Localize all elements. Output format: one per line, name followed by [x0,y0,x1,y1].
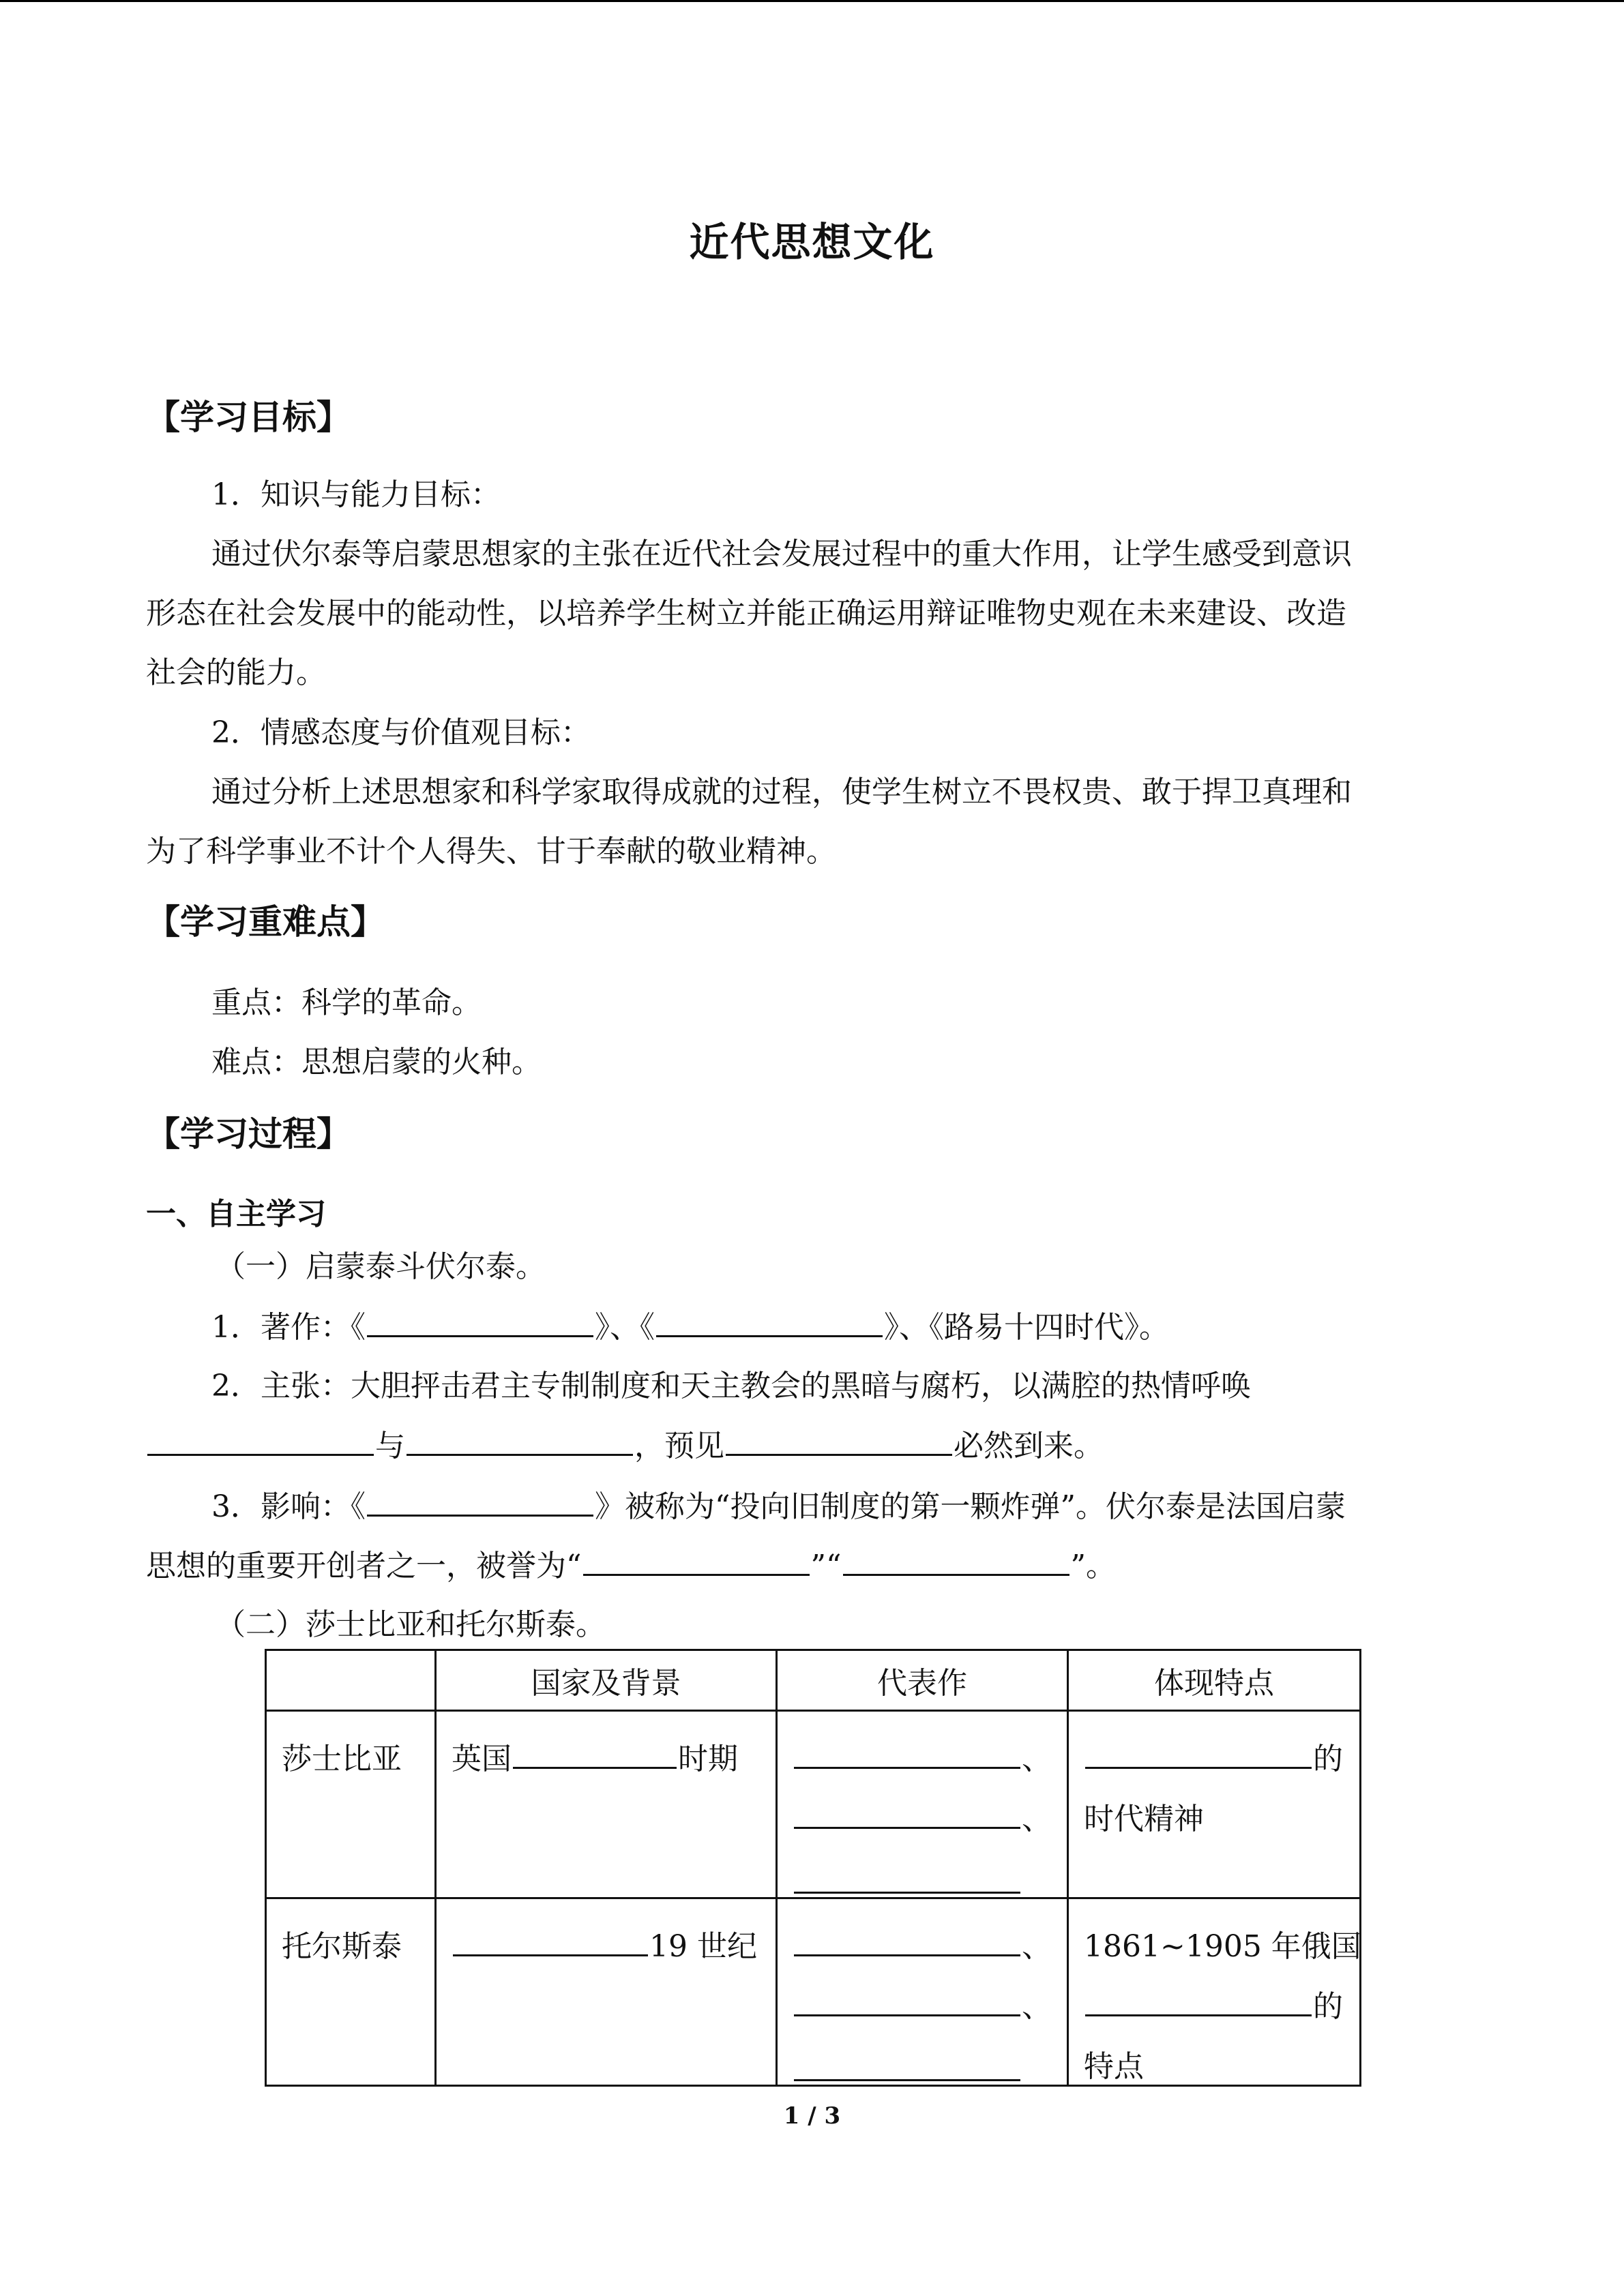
works-line [211,1308,1169,1347]
claim-blank-3[interactable] [726,1427,952,1456]
row2-works-blank-1[interactable] [794,1927,1020,1956]
row1-works-cell [777,1711,1068,1898]
authors-table [265,1649,1361,2087]
row2-feature-blank[interactable] [1085,1987,1312,2016]
table-header-row [266,1650,1361,1711]
row1-name-cell [266,1711,436,1898]
influence-label: 3．影响：《 [211,1489,366,1524]
goal1-label: 1．知识与能力目标： [211,477,501,512]
difficult-point: 难点：思想启蒙的火种。 [211,1045,542,1079]
works-separator: 》、《 [595,1310,655,1345]
process-heading: 【学习过程】 [146,1114,351,1154]
row1-works-blank-2[interactable] [794,1800,1020,1829]
row2-country-blank[interactable] [453,1927,648,1956]
table-row [266,1898,1361,2086]
influence-end: ”。 [1070,1549,1116,1583]
row1-feature-cell [1068,1711,1361,1898]
claim-blank-2[interactable] [407,1427,633,1456]
row1-country-prefix: 英国 [452,1742,512,1776]
row1-name: 莎士比亚 [282,1742,402,1776]
row1-era-blank[interactable] [513,1740,677,1769]
row2-feature-line1: 1861~1905 年俄国 [1084,1929,1361,1964]
key-point: 重点：科学的革命。 [211,985,482,1020]
row2-feature-line3: 特点 [1084,2049,1144,2084]
table-header-blank [266,1650,436,1711]
row1-feature-suffix: 的 [1313,1742,1343,1776]
works-label: 1．著作：《 [211,1310,366,1345]
influence-text: 》被称为“投向旧制度的第一颗炸弹”。伏尔泰是法国启蒙 [595,1489,1346,1524]
goal1-text-line2: 形态在社会发展中的能动性，以培养学生树立并能正确运用辩证唯物史观在未来建设、改造 [146,596,1346,631]
table-header-country: 国家及背景 [436,1650,777,1711]
row1-country-cell [436,1711,777,1898]
table-header-works: 代表作 [777,1650,1068,1711]
claim-end: 必然到来。 [954,1429,1104,1463]
claim-foresee: ，预见 [634,1429,724,1463]
influence-blank-2[interactable] [583,1547,810,1576]
row2-works-sep-1: 、 [1022,1929,1052,1964]
influence-line2 [146,1547,1116,1585]
page-number: 1 / 3 [783,2102,841,2130]
keypoints-heading: 【学习重难点】 [146,902,385,942]
page-title: 近代思想文化 [689,219,935,265]
row1-works-blank-1[interactable] [794,1740,1020,1769]
works-blank-2[interactable] [656,1308,883,1337]
row2-name-cell [266,1898,436,2086]
claim-line1: 2．主张：大胆抨击君主专制制度和天主教会的黑暗与腐朽，以满腔的热情呼唤 [211,1369,1251,1403]
goals-heading: 【学习目标】 [146,398,351,437]
influence-line2-start: 思想的重要开创者之一，被誉为“ [146,1549,582,1583]
influence-blank-3[interactable] [843,1547,1069,1576]
table-header-feature: 体现特点 [1068,1650,1361,1711]
goal1-text-line3: 社会的能力。 [146,655,326,690]
part1-title: （一）启蒙泰斗伏尔泰。 [216,1249,546,1284]
claim-line2 [146,1427,1104,1465]
influence-mid: ”“ [810,1549,842,1583]
row1-country-suffix: 时期 [678,1742,738,1776]
row2-works-sep-2: 、 [1022,1989,1052,2024]
claim-blank-1[interactable] [147,1427,374,1456]
row2-feature-suffix: 的 [1313,1989,1343,2024]
works-end: 》、《路易十四时代》。 [884,1310,1169,1345]
row1-feature-line2: 时代精神 [1084,1802,1204,1836]
row2-country-cell [436,1898,777,2086]
row2-works-blank-2[interactable] [794,1987,1020,2016]
row1-works-sep-2: 、 [1022,1802,1052,1836]
goal1-text-line1: 通过伏尔泰等启蒙思想家的主张在近代社会发展过程中的重大作用，让学生感受到意识 [211,537,1352,571]
row2-feature-cell [1068,1898,1361,2086]
claim-and: 与 [375,1429,405,1463]
influence-line1 [211,1487,1346,1526]
part2-title: （二）莎士比亚和托尔斯泰。 [216,1607,606,1642]
works-blank-1[interactable] [367,1308,593,1337]
row1-works-blank-3[interactable] [794,1849,1020,1894]
goal2-text-line2: 为了科学事业不计个人得失、甘于奉献的敬业精神。 [146,834,836,869]
row1-feature-blank[interactable] [1085,1740,1312,1769]
row1-works-sep-1: 、 [1022,1742,1052,1776]
influence-blank-1[interactable] [367,1487,593,1517]
row2-country-suffix: 19 世纪 [649,1929,757,1964]
self-study-heading: 一、自主学习 [146,1197,326,1232]
goal2-text-line1: 通过分析上述思想家和科学家取得成就的过程，使学生树立不畏权贵、敢于捍卫真理和 [211,775,1352,809]
table-row [266,1711,1361,1898]
row2-works-cell [777,1898,1068,2086]
row2-works-blank-3[interactable] [794,2037,1020,2081]
goal2-label: 2．情感态度与价值观目标： [211,715,591,750]
row2-name: 托尔斯泰 [282,1929,402,1964]
